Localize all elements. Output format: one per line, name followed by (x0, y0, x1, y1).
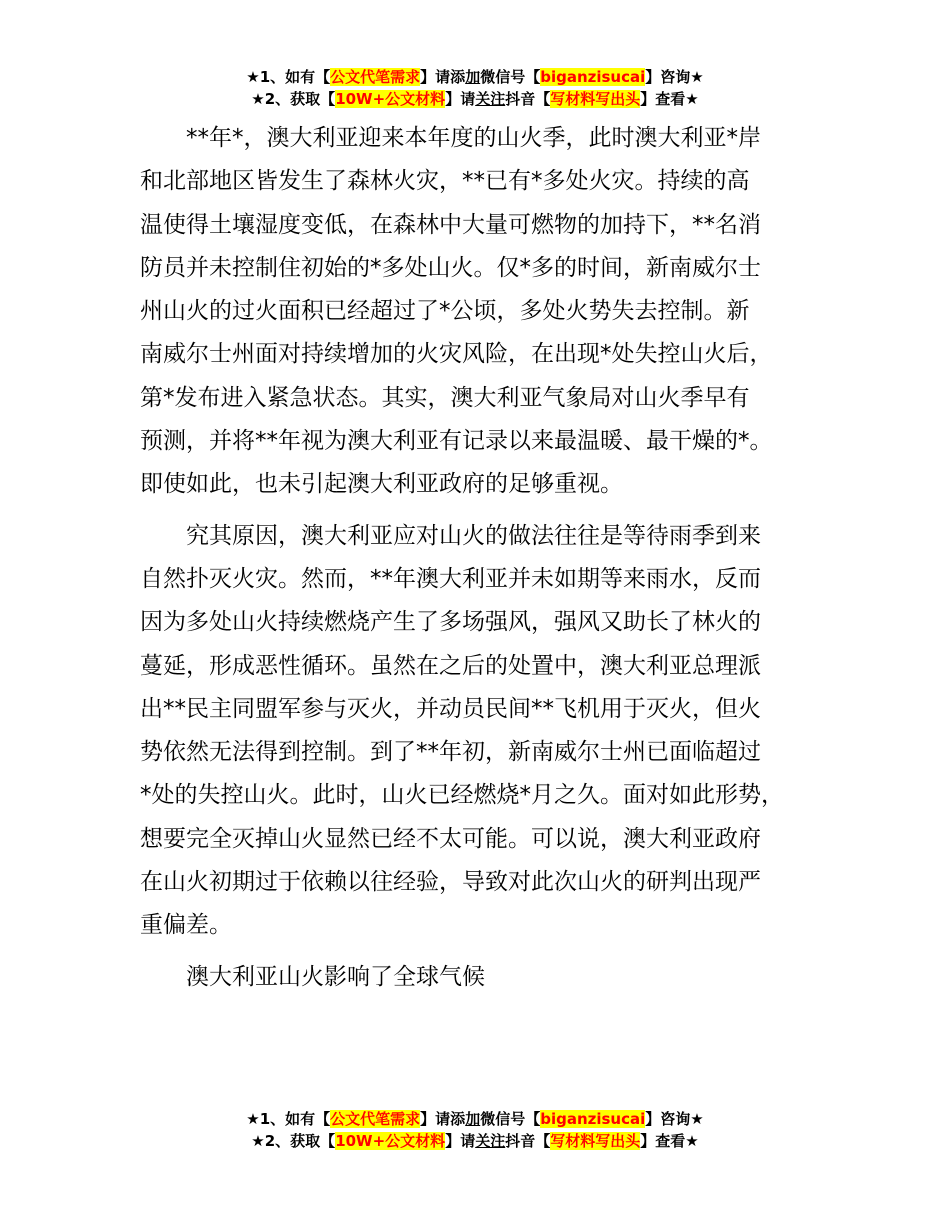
text-line: 蔓延，形成恶性循环。虽然在之后的处置中，澳大利亚总理派 (140, 652, 761, 679)
text-line: 预测，并将**年视为澳大利亚有记录以来最温暖、最干燥的*。 (140, 428, 773, 455)
highlight-service: 公文代笔需求 (330, 1110, 421, 1128)
text-line: 出**民主同盟军参与灭火，并动员民间**飞机用于灭火，但火 (140, 695, 761, 722)
text-line: 重偏差。 (140, 912, 232, 939)
text-line: 究其原因，澳大利亚应对山火的做法往往是等待雨季到来 (186, 522, 761, 549)
header-banner (0, 66, 950, 110)
paragraph-2 (140, 515, 840, 948)
banner-line-1: ★1、如有【公文代笔需求】请添加微信号【biganzisucai】咨询★ (246, 1110, 704, 1128)
footer-banner (0, 1108, 950, 1152)
text-line: 想要完全灭掉山火显然已经不太可能。可以说，澳大利亚政府 (140, 825, 761, 852)
text-line: *处的失控山火。此时，山火已经燃烧*月之久。面对如此形势， (140, 782, 784, 809)
text-line: 和北部地区皆发生了森林火灾，**已有*多处火灾。持续的高 (140, 168, 750, 195)
paragraph-1 (140, 117, 840, 507)
text-line: 因为多处山火持续燃烧产生了多场强风，强风又助长了林火的 (140, 609, 761, 636)
text-line: **年*，澳大利亚迎来本年度的山火季，此时澳大利亚*岸 (186, 125, 761, 151)
highlight-douyin-account: 写材料写出头 (550, 1132, 641, 1150)
banner-line-2: ★2、获取【10W+公文材料】请关注抖音【写材料写出头】查看★ (251, 1132, 699, 1150)
text-line: 州山火的过火面积已经超过了*公顷，多处火势失去控制。新 (140, 298, 750, 325)
text-line: 第*发布进入紧急状态。其实，澳大利亚气象局对山火季早有 (140, 384, 750, 411)
banner-line-2: ★2、获取【10W+公文材料】请关注抖音【写材料写出头】查看★ (251, 90, 699, 108)
text-line: 即使如此，也未引起澳大利亚政府的足够重视。 (140, 471, 623, 498)
text-line: 澳大利亚山火影响了全球气候 (186, 963, 485, 990)
text-line: 势依然无法得到控制。到了**年初，新南威尔士州已面临超过 (140, 739, 761, 766)
text-line: 在山火初期过于依赖以往经验，导致对此次山火的研判出现严 (140, 869, 761, 896)
highlight-service: 公文代笔需求 (330, 68, 421, 86)
document-body (140, 117, 840, 999)
section-heading (140, 956, 840, 999)
highlight-douyin-account: 写材料写出头 (550, 90, 641, 108)
text-line: 南威尔士州面对持续增加的火灾风险，在出现*处失控山火后， (140, 341, 773, 368)
text-line: 自然扑灭火灾。然而，**年澳大利亚并未如期等来雨水，反而 (140, 565, 761, 592)
highlight-wechat-id: biganzisucai (540, 1110, 646, 1128)
text-line: 防员并未控制住初始的*多处山火。仅*多的时间，新南威尔士 (140, 254, 761, 281)
highlight-wechat-id: biganzisucai (540, 68, 646, 86)
highlight-materials: 10W+公文材料 (335, 1132, 446, 1150)
highlight-materials: 10W+公文材料 (335, 90, 446, 108)
banner-line-1: ★1、如有【公文代笔需求】请添加微信号【biganzisucai】咨询★ (246, 68, 704, 86)
text-line: 温使得土壤湿度变低，在森林中大量可燃物的加持下，**名消 (140, 211, 761, 238)
